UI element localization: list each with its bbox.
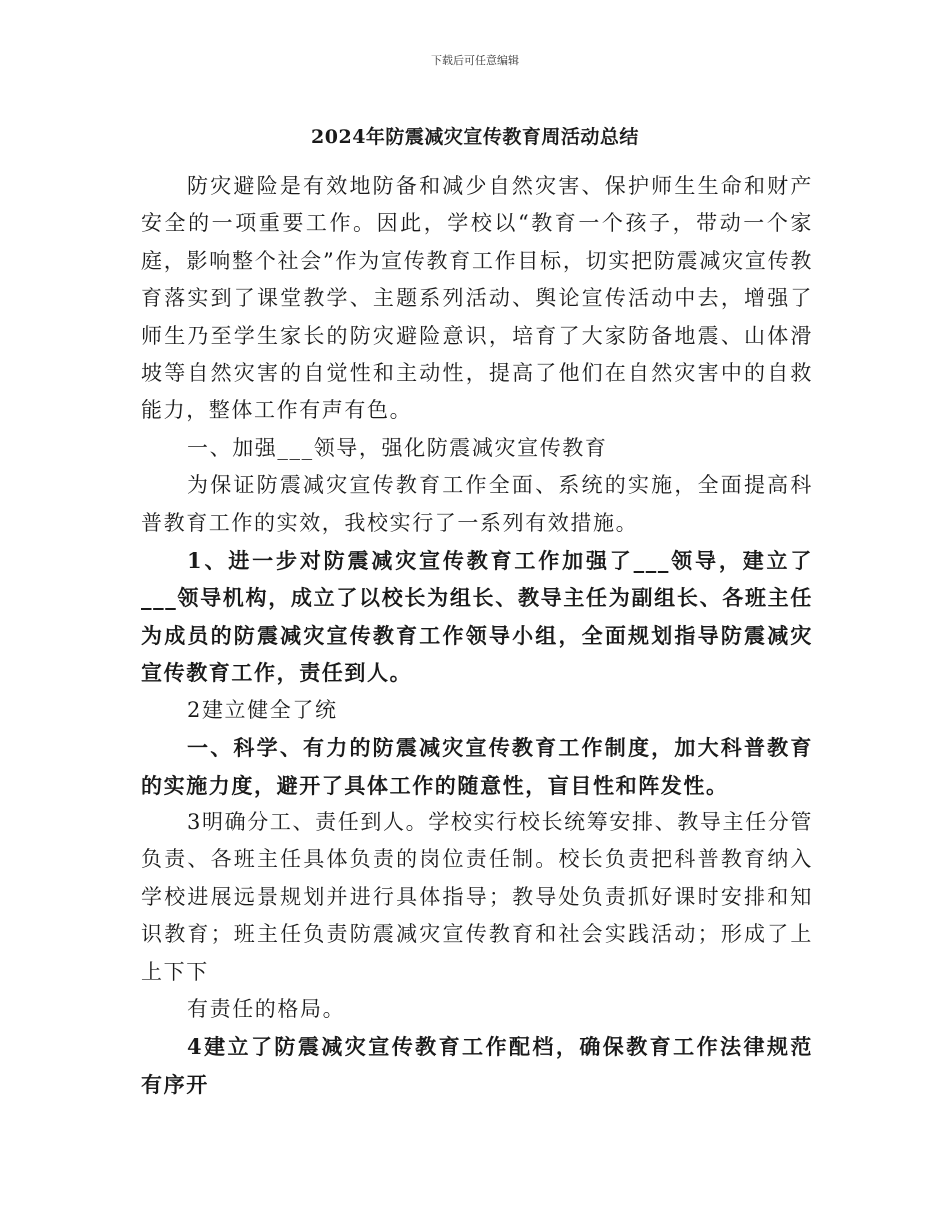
- section-1-intro-paragraph: 为保证防震减灾宣传教育工作全面、系统的实施，全面提高科普教育工作的实效，我校实行了一系列有效措施。: [141, 473, 813, 535]
- section-1-heading: 一、加强___领导，强化防震减灾宣传教育: [187, 435, 608, 460]
- item-3-paragraph: 3明确分工、责任到人。学校实行校长统筹安排、教导主任分管负责、各班主任具体负责的岗位责任制。校长负责把科普教育纳入学校进展远景规划并进行具体指导；教导处负责抓好课时安排和知识教育；班主任负责防震减灾宣传教育和社会实践活动；形成了上上下下: [141, 809, 813, 984]
- intro-paragraph: 防灾避险是有效地防备和减少自然灾害、保护师生生命和财产安全的一项重要工作。因此，学校以“教育一个孩子，带动一个家庭，影响整个社会”作为宣传教育工作目标，切实把防震减灾宣传教育落实到了课堂教学、主题系列活动、舆论宣传活动中去，增强了师生乃至学生家长的防灾避险意识，培育了大家防备地震、山体滑坡等自然灾害的自觉性和主动性，提高了他们在自然灾害中的自救能力，整体工作有声有色。: [141, 174, 813, 423]
- item-3-continuation-paragraph: 有责任的格局。: [187, 996, 346, 1021]
- page-header-note: 下载后可任意编辑: [431, 54, 519, 67]
- item-4-paragraph: 4建立了防震减灾宣传教育工作配档，确保教育工作法律规范有序开: [141, 1034, 813, 1097]
- document-title: 2024年防震减灾宣传教育周活动总结: [311, 126, 639, 148]
- item-2-paragraph: 2建立健全了统: [187, 697, 338, 722]
- item-1-paragraph: 1、进一步对防震减灾宣传教育工作加强了___领导，建立了___领导机构，成立了以校长为组长、教导主任为副组长、各班主任为成员的防震减灾宣传教育工作领导小组，全面规划指导防震减灾宣传教育工作，责任到人。: [141, 548, 813, 686]
- document-body: [141, 168, 813, 1103]
- item-2-continuation-paragraph: 一、科学、有力的防震减灾宣传教育工作制度，加大科普教育的实施力度，避开了具体工作的随意性，盲目性和阵发性。: [141, 735, 813, 798]
